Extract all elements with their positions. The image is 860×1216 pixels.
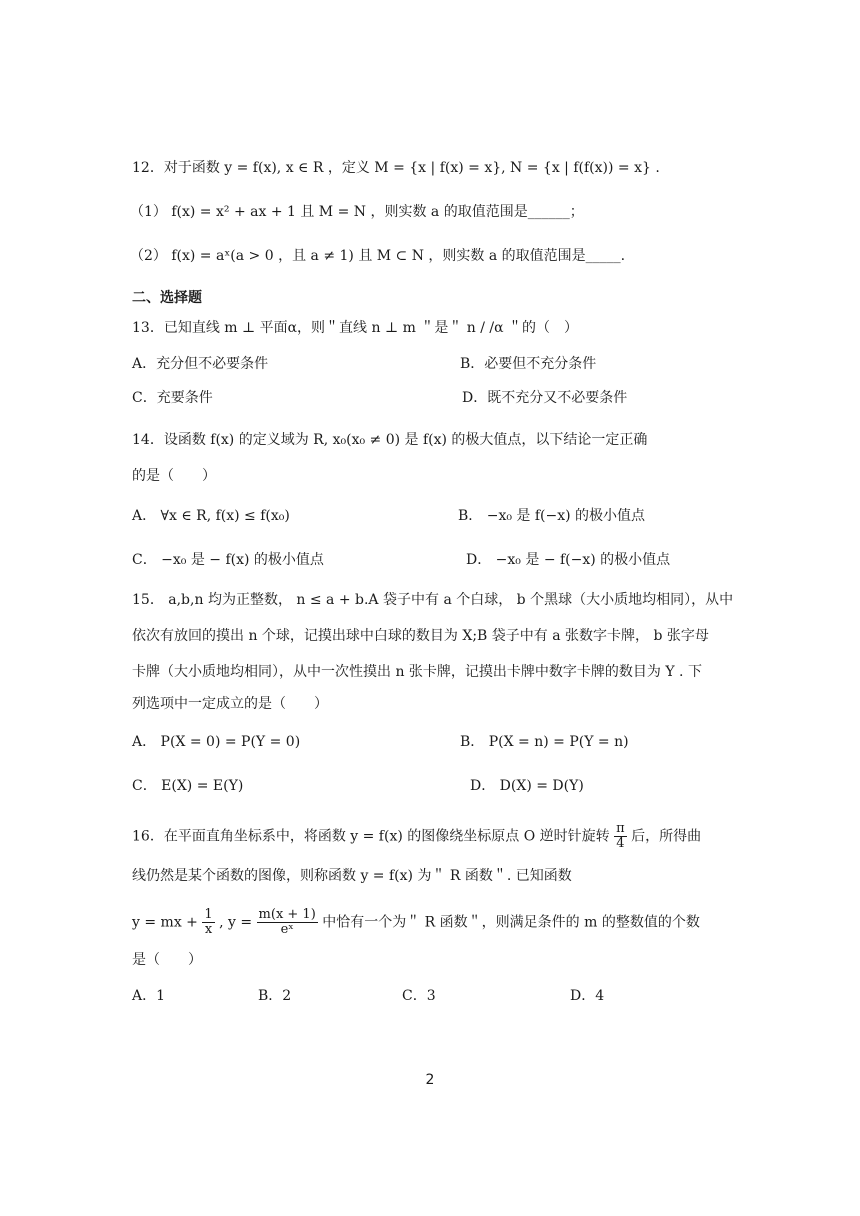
q14-stem-line1: 14．设函数 f(x) 的定义域为 R, x₀(x₀ ≠ 0) 是 f(x) 的极大值点，以下结论一定正确 — [132, 432, 648, 448]
q16-frac2-den: x — [204, 922, 213, 937]
q15-line4: 列选项中一定成立的是（ ） — [132, 696, 328, 712]
q13-option-c: C．充要条件 — [132, 390, 213, 406]
q16-frac3-num: m(x + 1) — [258, 907, 316, 922]
q15-option-d: D． D(X) = D(Y) — [470, 778, 584, 794]
q15-line2: 依次有放回的摸出 n 个球，记摸出球中白球的数目为 X;B 袋子中有 a 张数字卡牌， b 张字母 — [132, 628, 709, 644]
q16-line4: 是（ ） — [132, 952, 202, 968]
q15-line3: 卡牌（大小质地均相同），从中一次性摸出 n 张卡牌，记摸出卡牌中数字卡牌的数目为 Y . 下 — [132, 664, 702, 680]
q13-stem: 13．已知直线 m ⊥ 平面α，则＂直线 n ⊥ m ＂是＂ n / /α ＂的（ ） — [132, 320, 579, 336]
q12-part1: （1） f(x) = x² + ax + 1 且 M = N ，则实数 a 的取值范围是______； — [130, 204, 584, 220]
q16-line1-pre: 16．在平面直角坐标系中，将函数 y = f(x) 的图像绕坐标原点 O 逆时针旋转 — [132, 828, 610, 845]
q14-option-c: C． −x₀ 是 − f(x) 的极小值点 — [132, 552, 324, 568]
q16-line1-post: 后，所得曲 — [631, 828, 702, 845]
q16-option-b: B．2 — [258, 988, 292, 1004]
q12-part2: （2） f(x) = aˣ(a > 0 ，且 a ≠ 1) 且 M ⊂ N ，则实数 a 的取值范围是_____. — [130, 248, 626, 264]
q16-line2: 线仍然是某个函数的图像，则称函数 y = f(x) 为＂ R 函数＂. 已知函数 — [132, 868, 572, 884]
q14-option-a: A． ∀x ∈ R, f(x) ≤ f(x₀) — [132, 508, 290, 524]
q16-frac2-num: 1 — [204, 907, 213, 922]
q16-option-d: D．4 — [570, 988, 605, 1004]
page-number: 2 — [425, 1072, 435, 1088]
q16-fraction-1-over-x — [202, 908, 214, 937]
q16-line1 — [132, 822, 732, 851]
q16-line3-b: , y = — [219, 914, 253, 931]
q14-option-b: B． −x₀ 是 f(−x) 的极小值点 — [458, 508, 646, 524]
q16-line3-c: 中恰有一个为＂ R 函数＂，则满足条件的 m 的整数值的个数 — [322, 914, 700, 931]
q16-fraction-m-over-ex — [257, 908, 318, 937]
q15-option-c: C． E(X) = E(Y) — [132, 778, 244, 794]
q16-line3-a: y = mx + — [132, 914, 198, 931]
q13-option-b: B．必要但不充分条件 — [460, 356, 597, 372]
q14-option-d: D． −x₀ 是 − f(−x) 的极小值点 — [466, 552, 671, 568]
q16-option-a: A．1 — [132, 988, 166, 1004]
q15-line1: 15． a,b,n 均为正整数， n ≤ a + b.A 袋子中有 a 个白球， b 个黑球（大小质地均相同），从中 — [132, 592, 734, 608]
q16-option-c: C．3 — [402, 988, 436, 1004]
q15-option-a: A． P(X = 0) = P(Y = 0) — [132, 734, 301, 750]
q14-stem-line2: 的是（ ） — [132, 468, 216, 484]
q16-frac3-den: eˣ — [280, 922, 294, 937]
q16-frac-den: 4 — [616, 836, 625, 851]
q15-option-b: B． P(X = n) = P(Y = n) — [460, 734, 629, 750]
q16-fraction-pi-over-4 — [614, 822, 627, 851]
section-title: 二、选择题 — [132, 290, 202, 306]
q16-line3 — [132, 908, 732, 937]
q13-option-d: D．既不充分又不必要条件 — [462, 390, 628, 406]
q13-option-a: A．充分但不必要条件 — [132, 356, 269, 372]
q12-stem: 12．对于函数 y = f(x), x ∈ R ，定义 M = {x | f(x) = x}, N = {x | f(f(x)) = x} . — [132, 160, 660, 176]
q16-frac-num: π — [616, 821, 625, 836]
